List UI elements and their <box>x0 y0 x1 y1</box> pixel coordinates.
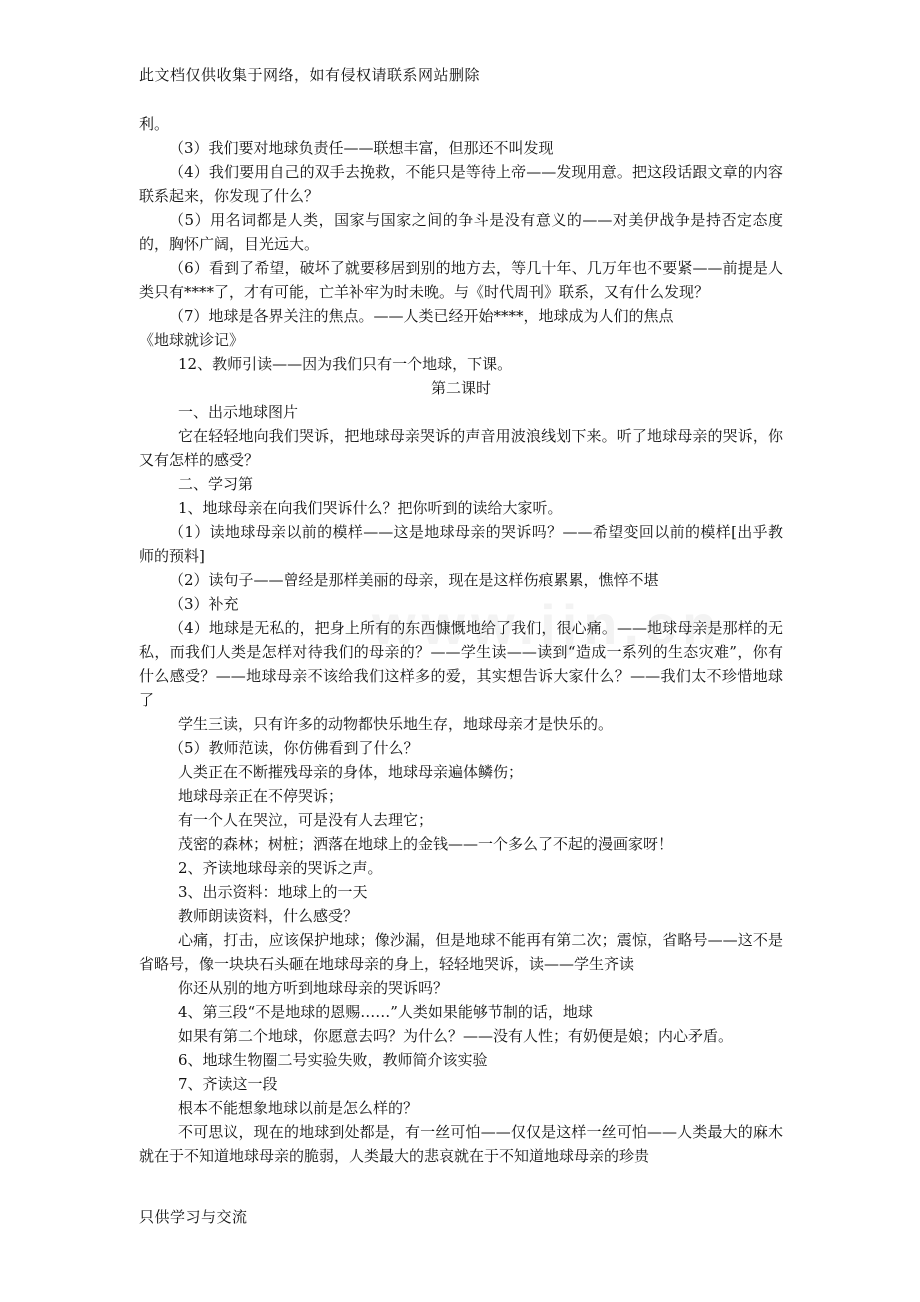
paragraph: （6）看到了希望，破坏了就要移居到别的地方去，等几十年、几万年也不要紧——前提是人类只有****了，才有可能，亡羊补牢为时未晚。与《时代周刊》联系，又有什么发现？ <box>139 259 783 301</box>
paragraph: 《地球就诊记》 <box>139 331 245 349</box>
paragraph: 7、齐读这一段 <box>178 1075 278 1093</box>
paragraph: （7）地球是各界关注的焦点。——人类已经开始****，地球成为人们的焦点 <box>169 307 674 325</box>
paragraph: 学生三读，只有许多的动物都快乐地生存，地球母亲才是快乐的。 <box>178 715 614 733</box>
paragraph: （3）补充 <box>169 595 239 613</box>
paragraph: （5）教师范读，你仿佛看到了什么？ <box>169 739 419 757</box>
paragraph: 12、教师引读——因为我们只有一个地球，下课。 <box>178 355 513 373</box>
document-body <box>139 112 783 1168</box>
paragraph: 心痛，打击，应该保护地球；像沙漏，但是地球不能再有第二次；震惊，省略号——这不是省略号，像一块块石头砸在地球母亲的身上，轻轻地哭诉，读——学生齐读 <box>139 931 783 973</box>
paragraph: 人类正在不断摧残母亲的身体，地球母亲遍体鳞伤； <box>178 763 524 781</box>
paragraph: 4、第三段“不是地球的恩赐……”人类如果能够节制的话，地球 <box>178 1003 593 1021</box>
paragraph: （1）读地球母亲以前的模样——这是地球母亲的哭诉吗？——希望变回以前的模样[出乎教师的预料] <box>139 523 783 565</box>
paragraph: （4）地球是无私的，把身上所有的东西慷慨地给了我们，很心痛。——地球母亲是那样的无私，而我们人类是怎样对待我们的母亲的？——学生读——读到“造成一系列的生态灾难”，你有什么感受？——地球母亲不该给我们这样多的爱，其实想告诉大家什么？——我们太不珍惜地球了 <box>139 619 783 709</box>
page-footer: 只供学习与交流 <box>139 1208 248 1226</box>
paragraph: （2）读句子——曾经是那样美丽的母亲，现在是这样伤痕累累，憔悴不堪 <box>169 571 659 589</box>
paragraph: 6、地球生物圈二号实验失败，教师简介该实验 <box>178 1051 488 1069</box>
paragraph: 二、学习第 <box>178 475 254 493</box>
paragraph: 有一个人在哭泣，可是没有人去理它； <box>178 811 434 829</box>
paragraph: 教师朗读资料，什么感受？ <box>178 907 359 925</box>
paragraph: 3、出示资料：地球上的一天 <box>178 883 368 901</box>
section-heading: 第二课时 <box>430 379 491 397</box>
page-header: 此文档仅供收集于网络，如有侵权请联系网站删除 <box>139 66 481 84</box>
paragraph: 茂密的森林；树桩；洒落在地球上的金钱——一个多么了不起的漫画家呀！ <box>178 835 674 853</box>
paragraph: 利。 <box>139 115 170 133</box>
paragraph: （4）我们要用自己的双手去挽救，不能只是等待上帝——发现用意。把这段话跟文章的内容联系起来，你发现了什么？ <box>139 163 783 205</box>
paragraph: 它在轻轻地向我们哭诉，把地球母亲哭诉的声音用波浪线划下来。听了地球母亲的哭诉，你又有怎样的感受？ <box>139 427 783 469</box>
paragraph: 根本不能想象地球以前是怎么样的？ <box>178 1099 419 1117</box>
paragraph: 2、齐读地球母亲的哭诉之声。 <box>178 859 383 877</box>
paragraph: （5）用名词都是人类，国家与国家之间的争斗是没有意义的——对美伊战争是持否定态度的，胸怀广阔，目光远大。 <box>139 211 783 253</box>
paragraph: 如果有第二个地球，你愿意去吗？为什么？——没有人性；有奶便是娘；内心矛盾。 <box>178 1027 734 1045</box>
paragraph: 一、出示地球图片 <box>178 403 299 421</box>
paragraph: 1、地球母亲在向我们哭诉什么？把你听到的读给大家听。 <box>178 499 563 517</box>
paragraph: 地球母亲正在不停哭诉； <box>178 787 344 805</box>
paragraph: 你还从别的地方听到地球母亲的哭诉吗？ <box>178 979 449 997</box>
paragraph: （3）我们要对地球负责任——联想丰富，但那还不叫发现 <box>169 139 554 157</box>
paragraph: 不可思议，现在的地球到处都是，有一丝可怕——仅仅是这样一丝可怕——人类最大的麻木就在于不知道地球母亲的脆弱，人类最大的悲哀就在于不知道地球母亲的珍贵 <box>139 1123 783 1165</box>
